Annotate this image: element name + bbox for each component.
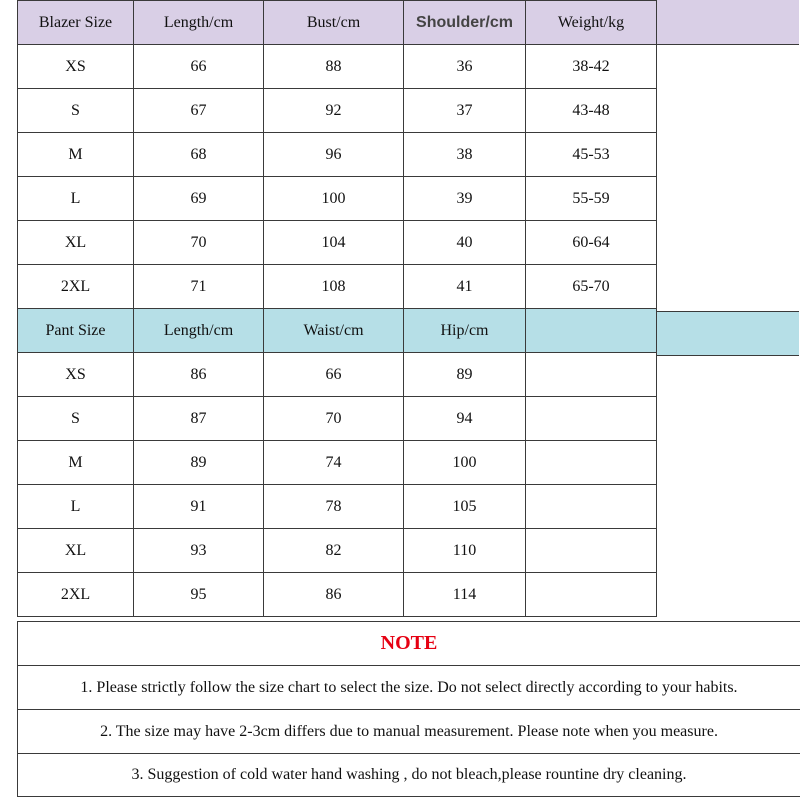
blazer-size: L [18, 177, 134, 221]
pant-hip: 105 [404, 485, 526, 529]
blazer-header-bust: Bust/cm [264, 1, 404, 45]
pant-size: M [18, 441, 134, 485]
blazer-shoulder: 38 [404, 133, 526, 177]
pant-length: 86 [134, 353, 264, 397]
blazer-header-size: Blazer Size [18, 1, 134, 45]
table-row [18, 529, 657, 573]
pant-waist: 74 [264, 441, 404, 485]
note-line-text: 1. Please strictly follow the size chart to select the size. Do not select directly according to your habits. [80, 678, 738, 696]
table-row [18, 485, 657, 529]
blazer-bust: 104 [264, 221, 404, 265]
blazer-length: 68 [134, 133, 264, 177]
blazer-weight: 38-42 [526, 45, 657, 89]
pant-header-hip: Hip/cm [404, 309, 526, 353]
table-row [18, 573, 657, 617]
blazer-length: 71 [134, 265, 264, 309]
pant-waist: 82 [264, 529, 404, 573]
note-line [18, 754, 800, 797]
blazer-weight: 55-59 [526, 177, 657, 221]
pant-hip: 89 [404, 353, 526, 397]
table-row [18, 441, 657, 485]
blazer-header-extension [657, 0, 799, 45]
pant-empty [526, 485, 657, 529]
pant-length: 87 [134, 397, 264, 441]
blazer-shoulder: 37 [404, 89, 526, 133]
blazer-header-shoulder: Shoulder/cm [404, 1, 526, 45]
note-line [18, 666, 800, 710]
pant-waist: 66 [264, 353, 404, 397]
blazer-bust: 108 [264, 265, 404, 309]
pant-length: 91 [134, 485, 264, 529]
blazer-weight: 60-64 [526, 221, 657, 265]
blazer-size: M [18, 133, 134, 177]
blazer-bust: 96 [264, 133, 404, 177]
size-table [17, 0, 657, 617]
blazer-shoulder: 39 [404, 177, 526, 221]
pant-length: 95 [134, 573, 264, 617]
pant-hip: 94 [404, 397, 526, 441]
blazer-shoulder: 41 [404, 265, 526, 309]
pant-header-empty [526, 309, 657, 353]
pant-empty [526, 529, 657, 573]
table-row [18, 221, 657, 265]
blazer-bust: 92 [264, 89, 404, 133]
table-row [18, 45, 657, 89]
pant-length: 93 [134, 529, 264, 573]
blazer-length: 66 [134, 45, 264, 89]
blazer-bust: 100 [264, 177, 404, 221]
blazer-size: XL [18, 221, 134, 265]
table-row [18, 397, 657, 441]
blazer-blank-area [657, 45, 799, 312]
table-row [18, 177, 657, 221]
note-line [18, 710, 800, 754]
pant-header-extension [657, 312, 799, 356]
pant-waist: 78 [264, 485, 404, 529]
note-line-text: 3. Suggestion of cold water hand washing , do not bleach,please rountine dry cleaning. [131, 766, 687, 783]
blazer-size: S [18, 89, 134, 133]
note-line-text: 2. The size may have 2-3cm differs due to manual measurement. Please note when you measure. [100, 722, 718, 740]
blazer-length: 67 [134, 89, 264, 133]
pant-header-size: Pant Size [18, 309, 134, 353]
pant-size: S [18, 397, 134, 441]
pant-header-length: Length/cm [134, 309, 264, 353]
pant-waist: 70 [264, 397, 404, 441]
pant-header-row [18, 309, 657, 353]
blazer-bust: 88 [264, 45, 404, 89]
table-row [18, 265, 657, 309]
pant-hip: 114 [404, 573, 526, 617]
pant-size: XS [18, 353, 134, 397]
table-row [18, 89, 657, 133]
pant-hip: 110 [404, 529, 526, 573]
pant-hip: 100 [404, 441, 526, 485]
blazer-header-weight: Weight/kg [526, 1, 657, 45]
pant-header-waist: Waist/cm [264, 309, 404, 353]
blazer-size: XS [18, 45, 134, 89]
table-row [18, 133, 657, 177]
pant-length: 89 [134, 441, 264, 485]
blazer-length: 70 [134, 221, 264, 265]
pant-waist: 86 [264, 573, 404, 617]
blazer-shoulder: 40 [404, 221, 526, 265]
pant-empty [526, 353, 657, 397]
blazer-weight: 43-48 [526, 89, 657, 133]
pant-size: L [18, 485, 134, 529]
blazer-header-row [18, 1, 657, 45]
pant-empty [526, 573, 657, 617]
table-row [18, 353, 657, 397]
pant-size: XL [18, 529, 134, 573]
blazer-size: 2XL [18, 265, 134, 309]
blazer-weight: 45-53 [526, 133, 657, 177]
pant-empty [526, 397, 657, 441]
blazer-weight: 65-70 [526, 265, 657, 309]
blazer-header-length: Length/cm [134, 1, 264, 45]
note-title: NOTE [380, 632, 438, 654]
blazer-shoulder: 36 [404, 45, 526, 89]
note-section [17, 621, 800, 797]
blazer-length: 69 [134, 177, 264, 221]
pant-empty [526, 441, 657, 485]
pant-size: 2XL [18, 573, 134, 617]
note-header [18, 622, 800, 666]
